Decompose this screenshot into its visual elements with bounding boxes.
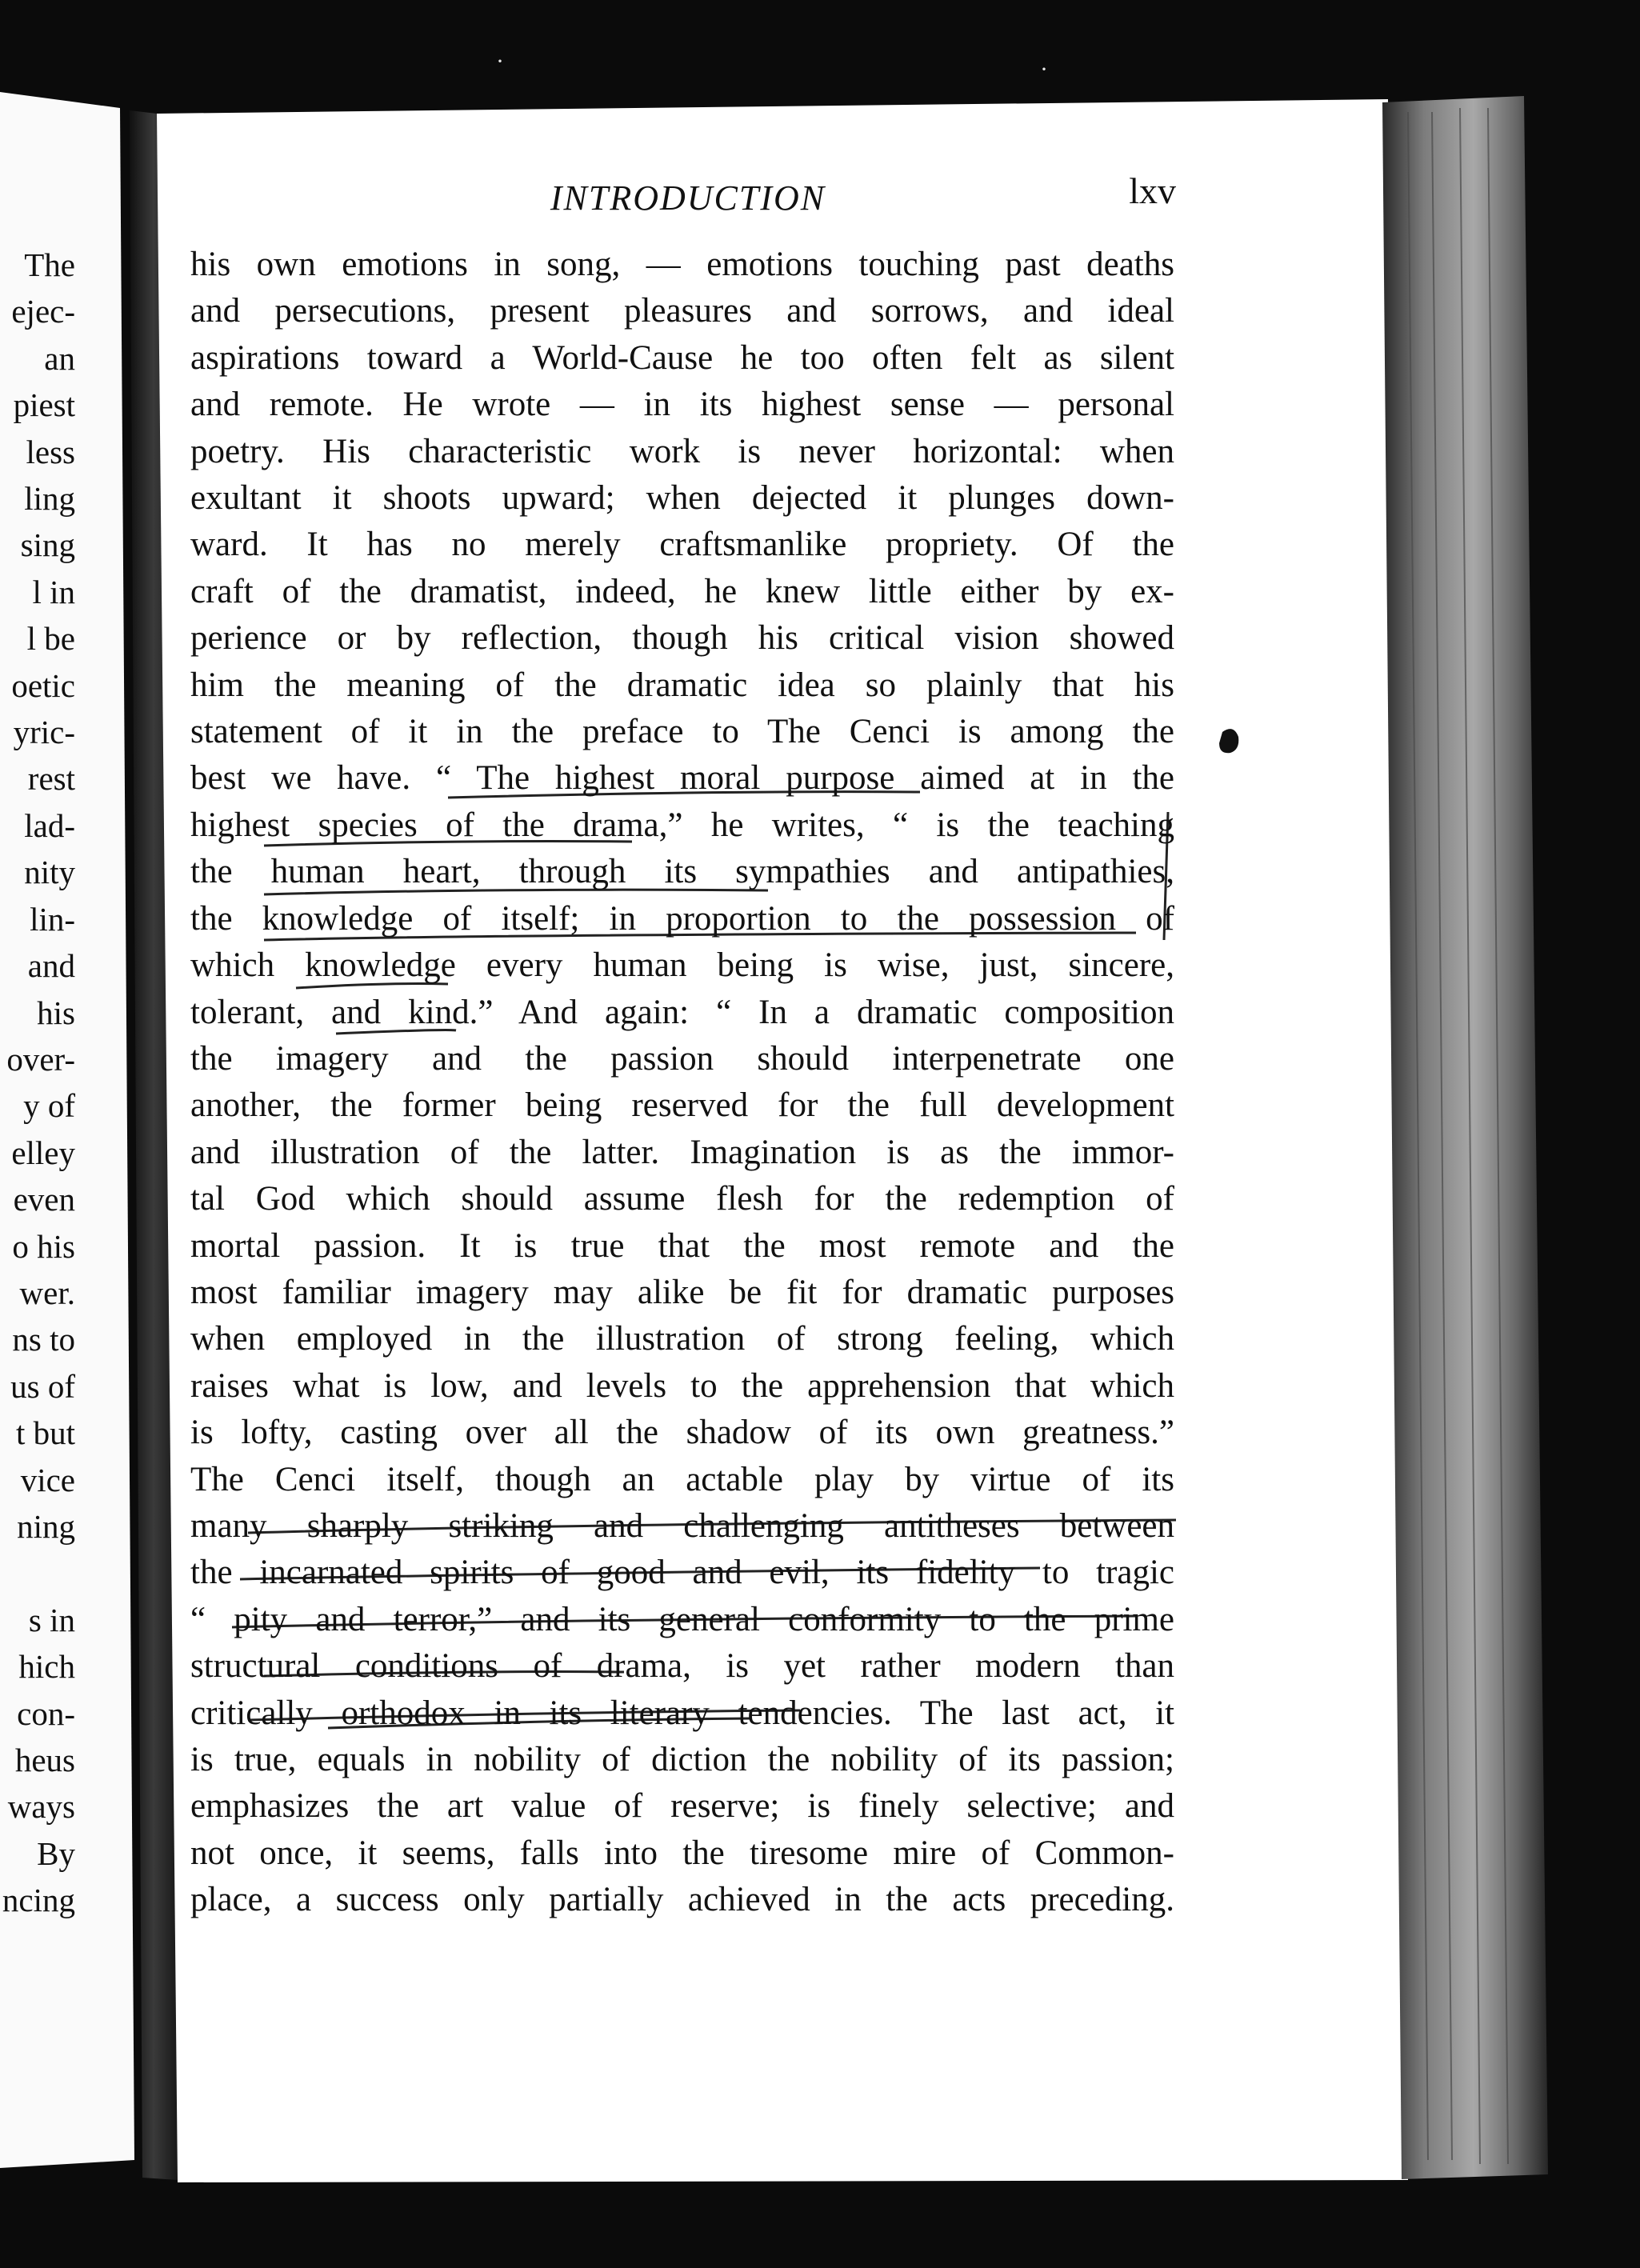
left-page-fragment: an [44, 339, 75, 377]
text-line: his own emotions in song, — emotions touching past deaths [190, 246, 1174, 283]
text-line: the knowledge of itself; in proportion to the possession of [190, 899, 1174, 938]
left-page-fragment: elley [11, 1134, 75, 1171]
left-page-fragment: sing [20, 526, 75, 564]
text-line: craft of the dramatist, indeed, he knew little either by ex- [190, 572, 1174, 610]
left-page-fragment: t but [15, 1414, 75, 1452]
text-line: ward. It has no merely craftsmanlike propriety. Of the [190, 526, 1174, 564]
left-page-fragment: o his [12, 1227, 75, 1265]
text-line: best we have. “ The highest moral purpose aimed at in the [190, 759, 1174, 798]
left-page-fragment: rest [27, 760, 75, 798]
left-page-fragment: y of [23, 1087, 75, 1125]
left-page-fragment: less [26, 433, 75, 470]
left-page-fragment: over- [6, 1040, 75, 1078]
text-line: structural conditions of drama, is yet rather modern than [190, 1647, 1174, 1686]
text-line: when employed in the illustration of strong feeling, which [190, 1320, 1174, 1358]
text-line: is true, equals in nobility of diction the nobility of its passion; [190, 1741, 1174, 1778]
text-line: tolerant, and kind.” And again: “ In a dramatic composition [190, 993, 1174, 1031]
left-page-fragment: ejec- [11, 293, 75, 330]
left-page-fragments [0, 242, 75, 1924]
left-page-fragment: us of [10, 1367, 75, 1405]
text-line: mortal passion. It is true that the most remote and the [190, 1226, 1174, 1265]
left-page-fragment: ncing [2, 1882, 75, 1919]
text-line: is lofty, casting over all the shadow of its own greatness.” [190, 1414, 1174, 1452]
text-line: him the meaning of the dramatic idea so plainly that his [190, 666, 1174, 704]
text-line: another, the former being reserved for the full development [190, 1086, 1174, 1125]
left-page-fragment: heus [14, 1742, 75, 1778]
left-page-fragment: lin- [30, 900, 75, 938]
left-page-fragment: vice [20, 1461, 75, 1498]
left-page-fragment: wer. [19, 1274, 75, 1311]
left-page-fragment: lad- [24, 806, 75, 844]
left-page-fragment: hich [18, 1648, 75, 1686]
left-page-fragment: By [37, 1834, 75, 1872]
text-line: and illustration of the latter. Imagination is as the immor- [190, 1133, 1174, 1171]
text-line: the incarnated spirits of good and evil, its fidelity to tragic [190, 1554, 1174, 1592]
left-page-fragment: s in [28, 1601, 75, 1638]
left-page-fragment: The [24, 246, 75, 283]
text-line: “ pity and terror,” and its general conformity to the prime [190, 1600, 1174, 1638]
left-page-fragment: and [27, 947, 75, 985]
running-title: INTRODUCTION [550, 178, 826, 218]
left-page-fragment: ning [17, 1507, 75, 1545]
left-page-fragment: l in [32, 573, 75, 610]
text-line: not once, it seems, falls into the tiresome mire of Common- [190, 1834, 1174, 1872]
text-line: place, a success only partially achieved in the acts preceding. [190, 1881, 1174, 1919]
left-page-fragment: his [37, 994, 75, 1031]
text-line: exultant it shoots upward; when dejected it plunges down- [190, 479, 1174, 518]
text-line: raises what is low, and levels to the apprehension that which [190, 1366, 1174, 1405]
left-page-fragment: ways [7, 1788, 75, 1826]
left-page-fragment: nity [24, 854, 75, 891]
page-number: lxv [1129, 170, 1176, 211]
text-line: The Cenci itself, though an actable play by virtue of its [190, 1460, 1174, 1498]
left-page-fragment [0, 1550, 75, 1596]
scan-artifact: · [496, 48, 504, 74]
text-line: and remote. He wrote — in its highest sense — personal [190, 386, 1174, 424]
text-line: emphasizes the art value of reserve; is finely selective; and [190, 1787, 1174, 1826]
text-line: the human heart, through its sympathies and antipathies, [190, 853, 1174, 891]
text-line: most familiar imagery may alike be fit for dramatic purposes [190, 1273, 1174, 1311]
text-line: highest species of the drama,” he writes, “ is the teaching [190, 806, 1174, 844]
text-line: the imagery and the passion should interpenetrate one [190, 1039, 1174, 1078]
left-page-fragment: even [13, 1181, 75, 1218]
text-line: tal God which should assume flesh for the redemption of [190, 1180, 1174, 1218]
text-line: poetry. His characteristic work is never horizontal: when [190, 432, 1174, 470]
text-line: and persecutions, present pleasures and sorrows, and ideal [190, 292, 1174, 330]
left-page-fragment: oetic [11, 666, 75, 704]
text-line: statement of it in the preface to The Cenci is among the [190, 713, 1174, 751]
scan-artifact: · [1040, 56, 1048, 82]
left-page-fragment: piest [13, 386, 75, 424]
left-page-fragment: con- [17, 1694, 75, 1732]
left-page-fragment: l be [26, 620, 75, 658]
text-line: which knowledge every human being is wise, just, sincere, [190, 946, 1174, 985]
text-line: aspirations toward a World-Cause he too often felt as silent [190, 338, 1174, 377]
left-page-fragment: ling [24, 480, 75, 518]
page-edge-block [1382, 96, 1548, 2179]
text-line: critically orthodox in its literary tendencies. The last act, it [190, 1694, 1174, 1732]
text-line: many sharply striking and challenging antitheses between [190, 1506, 1174, 1545]
left-page-fragment: ns to [12, 1321, 75, 1358]
body-text [190, 242, 1174, 1924]
text-line: perience or by reflection, though his critical vision showed [190, 619, 1174, 658]
left-page-fragment: yric- [13, 714, 75, 751]
